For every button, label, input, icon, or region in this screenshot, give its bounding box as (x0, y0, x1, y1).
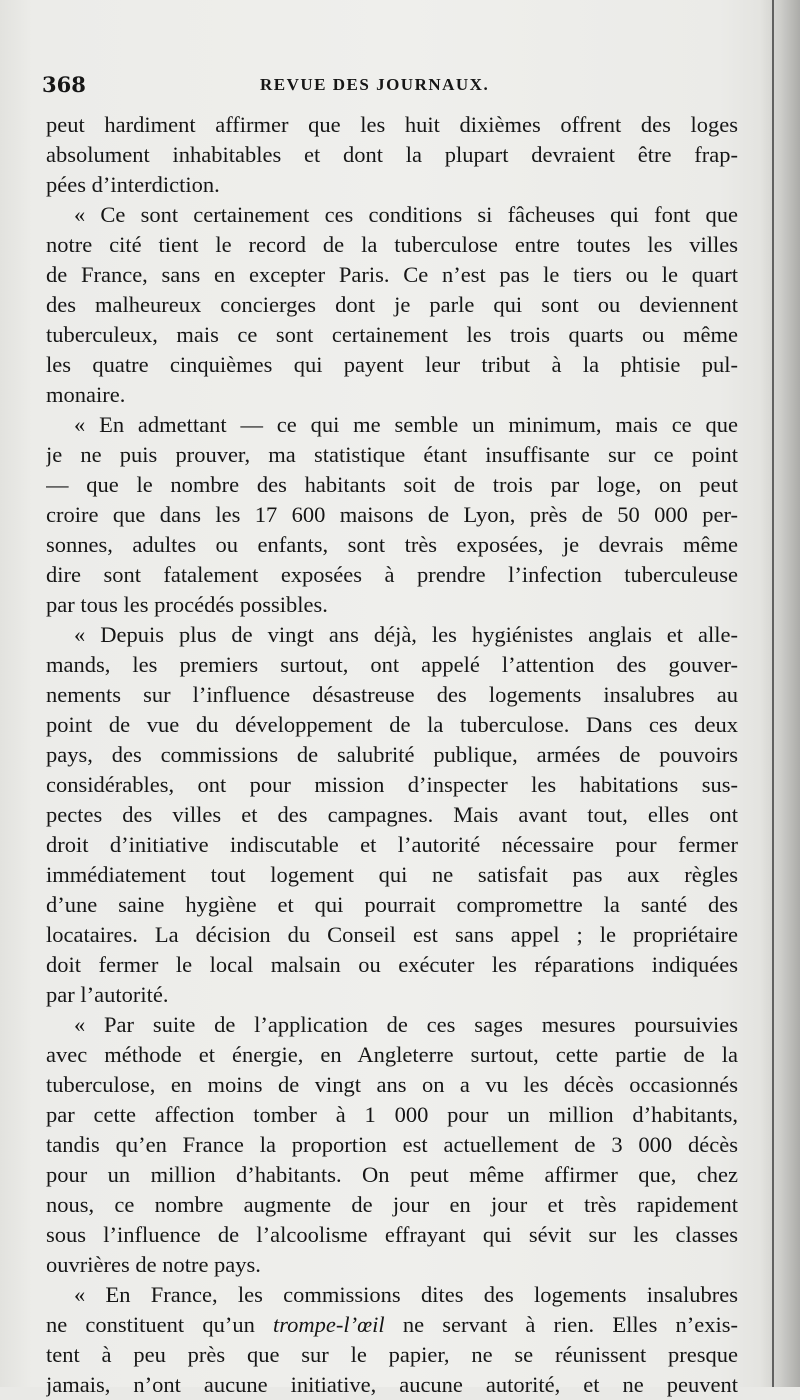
text-line: « Par suite de l’application de ces sages mesures poursuivies (74, 1012, 738, 1037)
text-line: « En admettant — ce qui me semble un minimum, mais ce que (74, 412, 738, 437)
book-spine-shadow (760, 0, 800, 1387)
text-line: tandis qu’en France la proportion est actuellement de 3 000 décès (46, 1132, 738, 1157)
text-line: pour un million d’habitants. On peut même affirmer que, chez (46, 1162, 738, 1187)
text-line: tuberculose, en moins de vingt ans on a vu les décès occasionnés (46, 1072, 738, 1097)
text-line: droit d’initiative indiscutable et l’autorité nécessaire pour fermer (46, 832, 738, 857)
text-line: pays, des commissions de salubrité publique, armées de pouvoirs (46, 742, 738, 767)
text-line: « Depuis plus de vingt ans déjà, les hygiénistes anglais et alle- (74, 622, 738, 647)
text-line: tent à peu près que sur le papier, ne se réunissent presque (46, 1342, 738, 1367)
text-line: par tous les procédés possibles. (46, 592, 328, 617)
text-line: immédiatement tout logement qui ne satisfait pas aux règles (46, 862, 738, 887)
text-line: « En France, les commissions dites des logements insalubres (74, 1282, 738, 1307)
page-number: 368 (42, 72, 86, 97)
page-edge-line (772, 0, 774, 1387)
text-line: pectes des villes et des campagnes. Mais avant tout, elles ont (46, 802, 738, 827)
text-line: ouvrières de notre pays. (46, 1252, 261, 1277)
text-line: sous l’influence de l’alcoolisme effrayant qui sévit sur les classes (46, 1222, 738, 1247)
running-head (42, 72, 742, 104)
text-line: de France, sans en excepter Paris. Ce n’est pas le tiers ou le quart (46, 262, 738, 287)
text-line: je ne puis prouver, ma statistique étant insuffisante sur ce point (46, 442, 738, 467)
body-text (46, 110, 738, 1400)
text-line: — que le nombre des habitants soit de trois par loge, on peut (46, 472, 738, 497)
text-line: doit fermer le local malsain ou exécuter les réparations indiquées (46, 952, 738, 977)
text-line: nements sur l’influence désastreuse des logements insalubres au (46, 682, 738, 707)
text-line: tuberculeux, mais ce sont certainement les trois quarts ou même (46, 322, 738, 347)
text-line: considérables, ont pour mission d’inspecter les habitations sus- (46, 772, 738, 797)
journal-title: REVUE DES JOURNAUX. (260, 75, 490, 94)
italic-term: trompe-l’œil (273, 1312, 385, 1337)
text-line: sonnes, adultes ou enfants, sont très exposées, je devrais même (46, 532, 738, 557)
text-line: par l’autorité. (46, 982, 169, 1007)
text-line: « Ce sont certainement ces conditions si fâcheuses qui font que (74, 202, 738, 227)
text-line: les quatre cinquièmes qui payent leur tribut à la phtisie pul- (46, 352, 738, 377)
text-line: dire sont fatalement exposées à prendre l’infection tuberculeuse (46, 562, 738, 587)
text-line: peut hardiment affirmer que les huit dixièmes offrent des loges (46, 112, 738, 137)
text-line: mands, les premiers surtout, ont appelé l’attention des gouver- (46, 652, 738, 677)
text-line: monaire. (46, 382, 126, 407)
text-line: d’une saine hygiène et qui pourrait compromettre la santé des (46, 892, 738, 917)
text-line: point de vue du développement de la tuberculose. Dans ces deux (46, 712, 738, 737)
text-line: locataires. La décision du Conseil est sans appel ; le propriétaire (46, 922, 738, 947)
text-line: croire que dans les 17 600 maisons de Lyon, près de 50 000 per- (46, 502, 738, 527)
text-line: pées d’interdiction. (46, 172, 220, 197)
text-line: absolument inhabitables et dont la plupart devraient être frap- (46, 142, 738, 167)
text-line: ne constituent qu’un trompe-l’œil ne servant à rien. Elles n’exis- (46, 1312, 738, 1337)
text-line: jamais, n’ont aucune initiative, aucune autorité, et ne peuvent (46, 1372, 738, 1397)
text-line: avec méthode et énergie, en Angleterre surtout, cette partie de la (46, 1042, 738, 1067)
text-line: nous, ce nombre augmente de jour en jour et très rapidement (46, 1192, 738, 1217)
text-line: par cette affection tomber à 1 000 pour un million d’habitants, (46, 1102, 738, 1127)
text-line: des malheureux concierges dont je parle qui sont ou deviennent (46, 292, 738, 317)
text-line: notre cité tient le record de la tuberculose entre toutes les villes (46, 232, 738, 257)
